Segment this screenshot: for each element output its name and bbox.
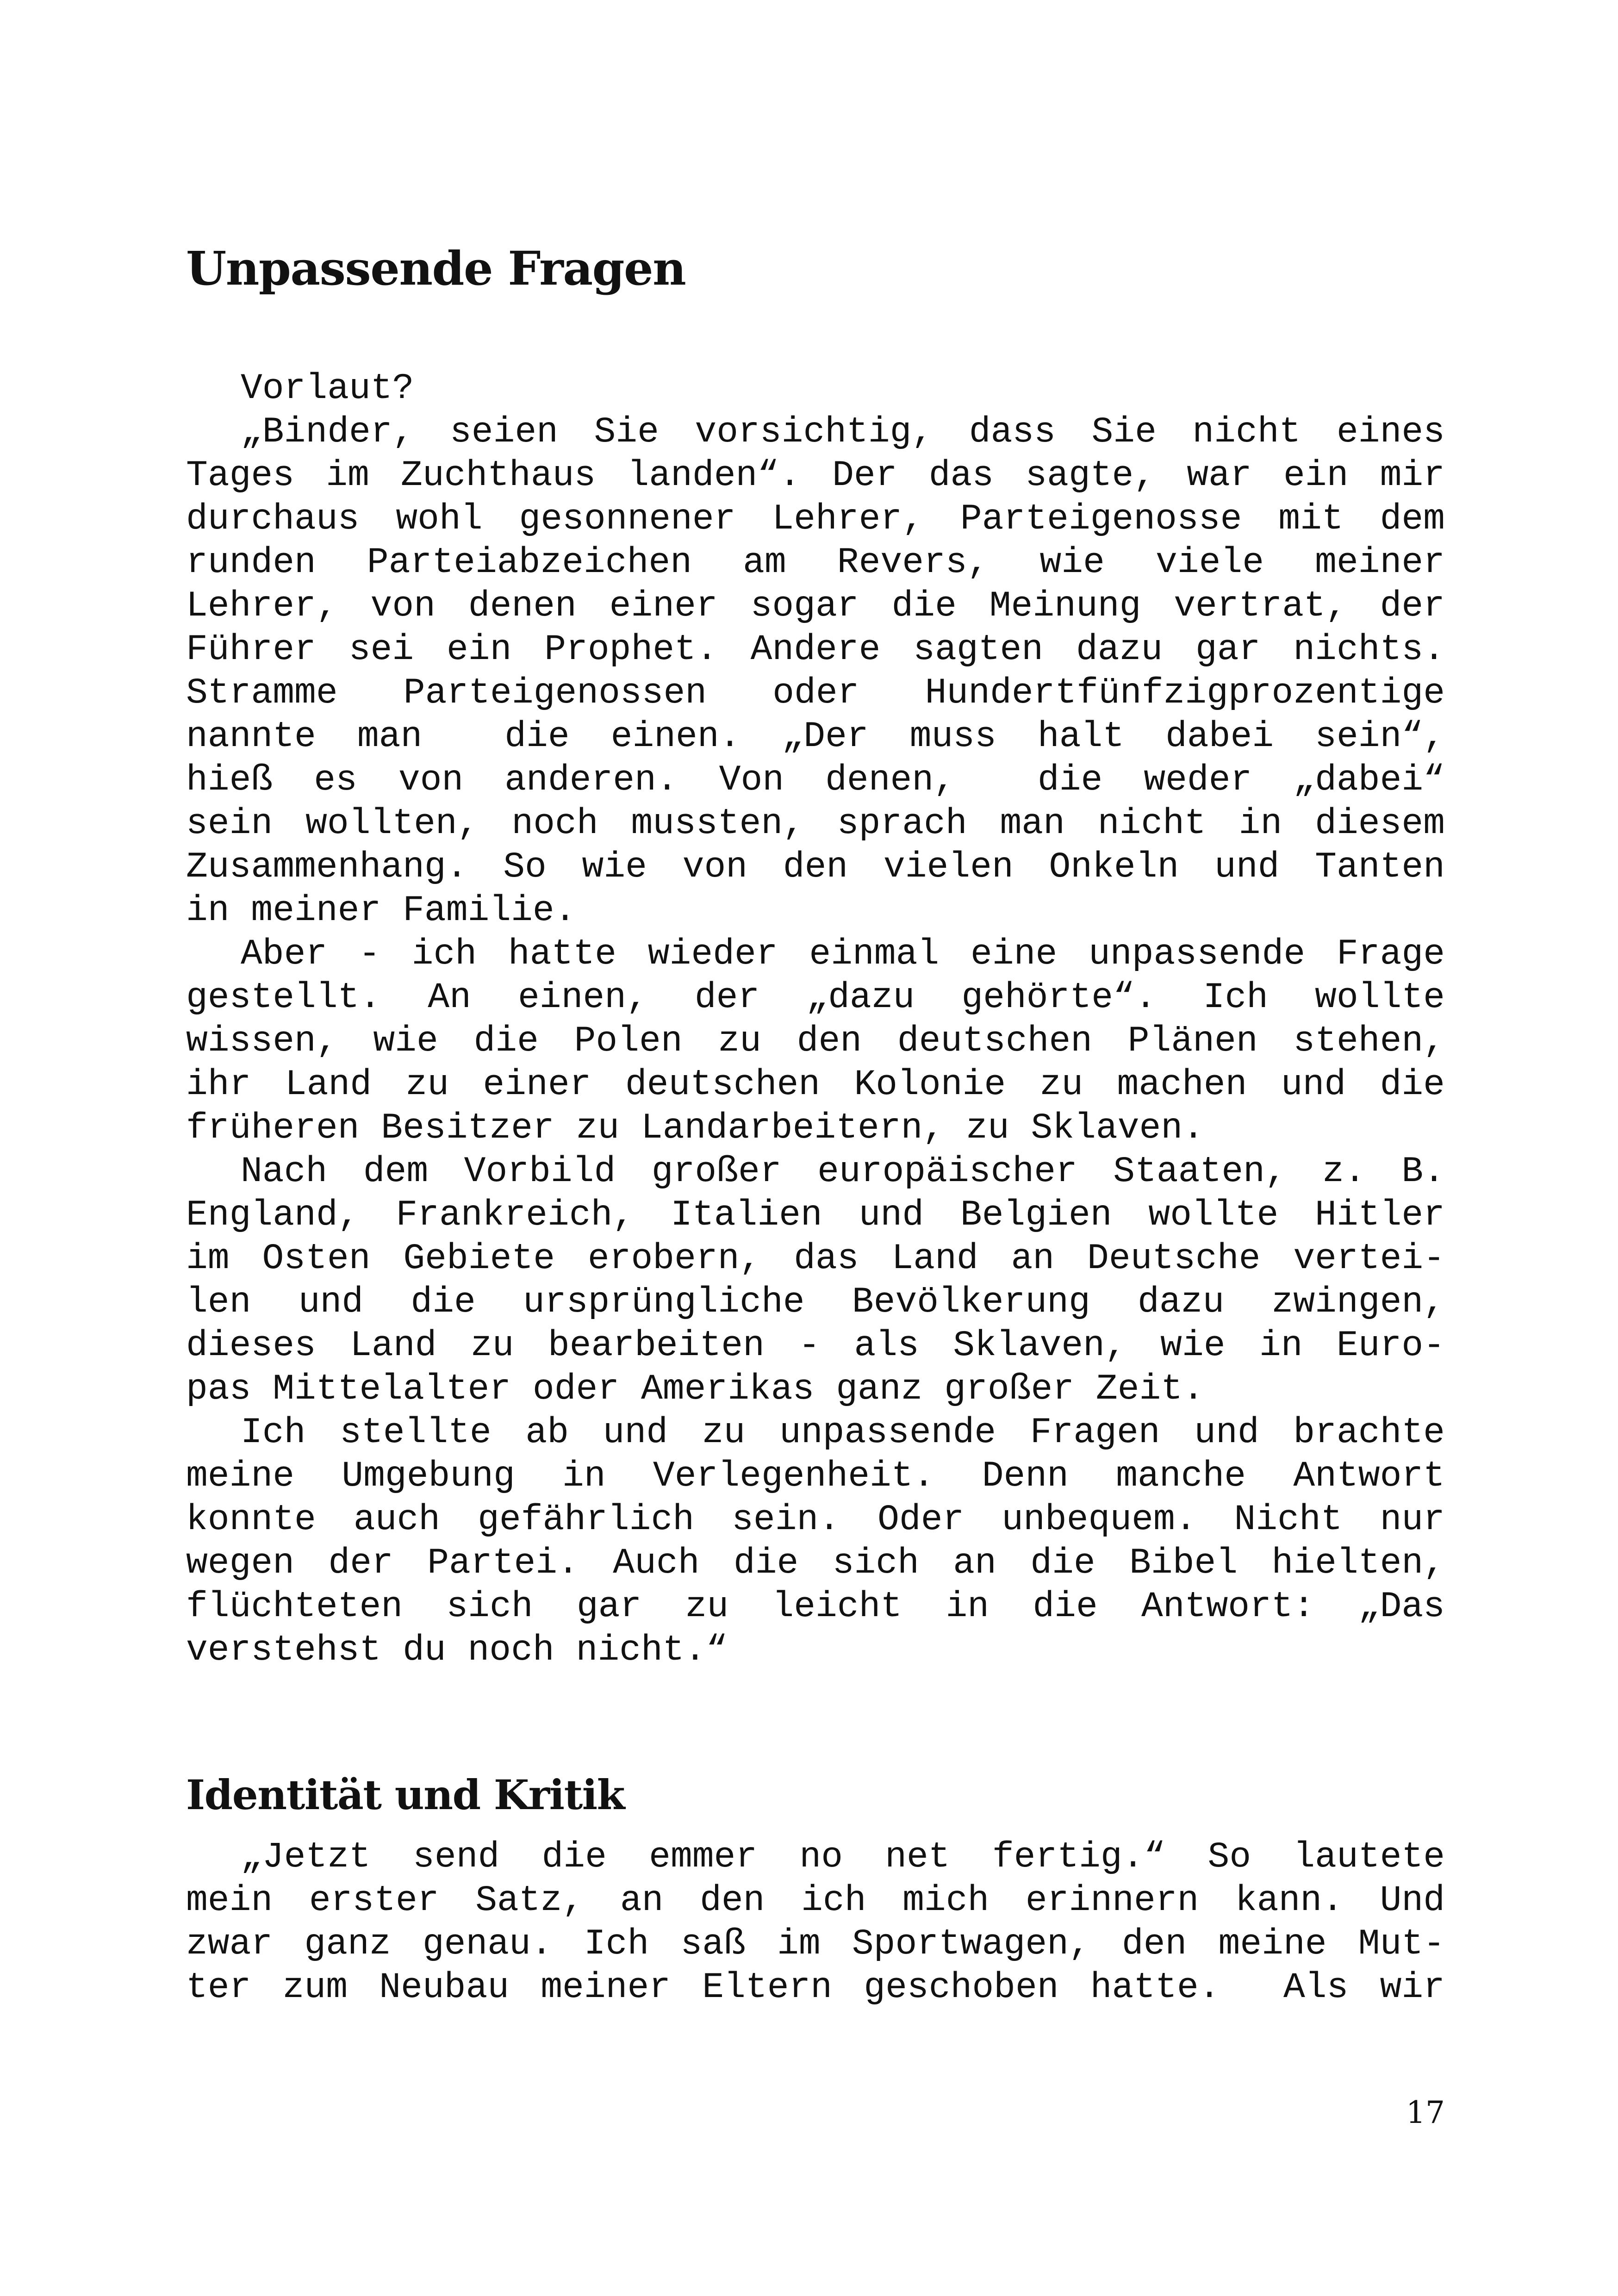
text-line: hieß es von anderen. Von denen, die weder „dabei“ (186, 760, 1445, 801)
text-line: nannte man die einen. „Der muss halt dabei sein“, (186, 716, 1445, 757)
text-line: runden Parteiabzeichen am Revers, wie viele meiner (186, 542, 1445, 583)
text-line: Lehrer, von denen einer sogar die Meinung vertrat, der (186, 586, 1445, 627)
text-line: flüchteten sich gar zu leicht in die Antwort: „Das (186, 1587, 1445, 1627)
text-line: konnte auch gefährlich sein. Oder unbequem. Nicht nur (186, 1500, 1445, 1540)
text-line: gestellt. An einen, der „dazu gehörte“. Ich wollte (186, 977, 1445, 1018)
text-line: meine Umgebung in Verlegenheit. Denn manche Antwort (186, 1456, 1445, 1497)
text-line: in meiner Familie. (186, 890, 576, 931)
section-heading: Identität und Kritik (186, 1771, 625, 1819)
text-line: Aber - ich hatte wieder einmal eine unpassende Frage (241, 934, 1445, 975)
text-line: durchaus wohl gesonnener Lehrer, Parteigenosse mit dem (186, 499, 1445, 540)
text-line: Tages im Zuchthaus landen“. Der das sagte, war ein mir (186, 455, 1445, 496)
page-number: 17 (1406, 2095, 1445, 2130)
text-line: wegen der Partei. Auch die sich an die Bibel hielten, (186, 1543, 1445, 1584)
text-line: Führer sei ein Prophet. Andere sagten dazu gar nichts. (186, 629, 1445, 670)
text-line: pas Mittelalter oder Amerikas ganz großer Zeit. (186, 1369, 1204, 1410)
section-body (186, 1836, 1445, 2010)
text-line: ter zum Neubau meiner Eltern geschoben hatte. Als wir (186, 1967, 1445, 2008)
text-line: Stramme Parteigenossen oder Hundertfünfzigprozentige (186, 673, 1445, 714)
text-line: Vorlaut? (241, 368, 414, 409)
text-line: mein erster Satz, an den ich mich erinnern kann. Und (186, 1880, 1445, 1921)
text-line: im Osten Gebiete erobern, das Land an Deutsche vertei- (186, 1238, 1445, 1279)
section-body (186, 367, 1445, 1672)
text-line: len und die ursprüngliche Bevölkerung dazu zwingen, (186, 1282, 1445, 1323)
text-line: dieses Land zu bearbeiten - als Sklaven, wie in Euro- (186, 1325, 1445, 1366)
section-heading: Unpassende Fragen (186, 241, 686, 296)
text-line: Zusammenhang. So wie von den vielen Onkeln und Tanten (186, 847, 1445, 888)
text-line: verstehst du noch nicht.“ (186, 1630, 728, 1671)
text-line: England, Frankreich, Italien und Belgien wollte Hitler (186, 1195, 1445, 1236)
text-line: „Jetzt send die emmer no net fertig.“ So lautete (241, 1837, 1445, 1878)
text-line: ihr Land zu einer deutschen Kolonie zu machen und die (186, 1064, 1445, 1105)
text-line: sein wollten, noch mussten, sprach man nicht in diesem (186, 803, 1445, 844)
text-line: „Binder, seien Sie vorsichtig, dass Sie nicht eines (241, 412, 1445, 453)
text-line: Nach dem Vorbild großer europäischer Staaten, z. B. (241, 1151, 1445, 1192)
text-line: wissen, wie die Polen zu den deutschen Plänen stehen, (186, 1021, 1445, 1062)
text-line: zwar ganz genau. Ich saß im Sportwagen, den meine Mut- (186, 1924, 1445, 1965)
text-line: Ich stellte ab und zu unpassende Fragen und brachte (241, 1412, 1445, 1453)
text-line: früheren Besitzer zu Landarbeitern, zu Sklaven. (186, 1108, 1204, 1149)
